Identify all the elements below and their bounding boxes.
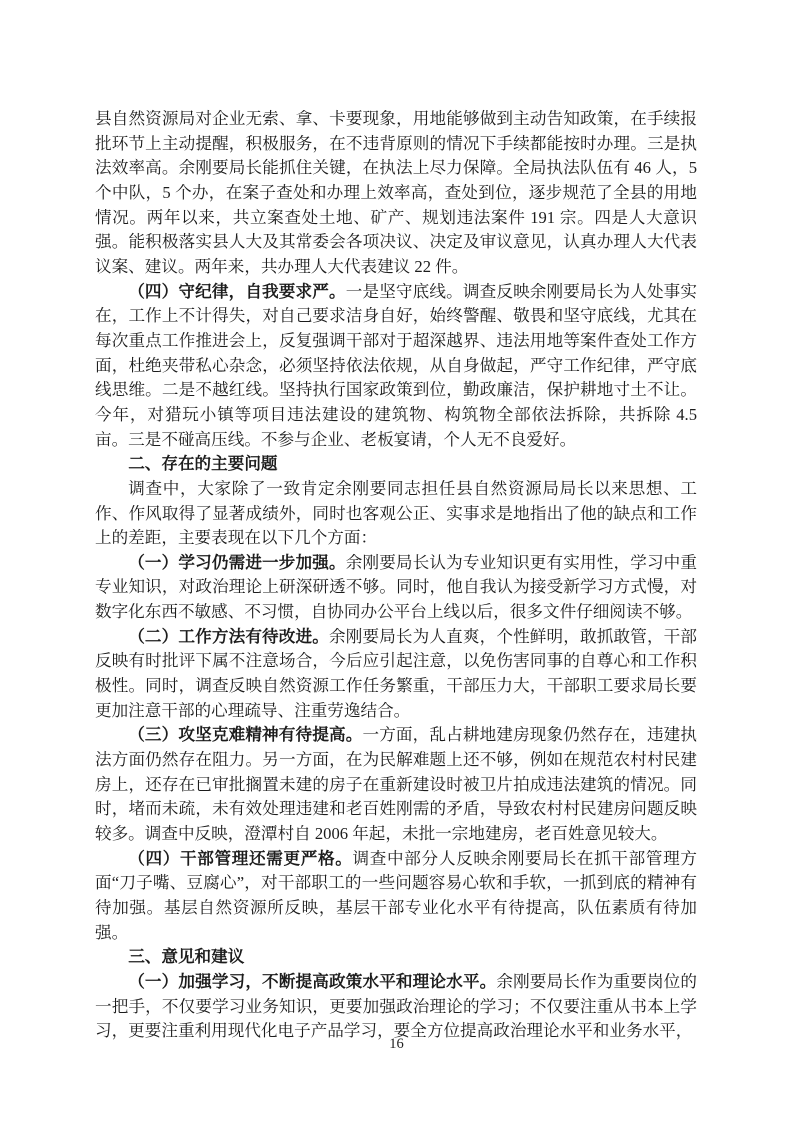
page-number: 16 bbox=[389, 1036, 404, 1052]
paragraph-text: 一方面，乱占耕地建房现象仍然存在，违建执法方面仍然存在阻力。另一方面，在为民解难题上还不够，例如在规范农村村民建房上，还存在已审批搁置未建的房子在重新建设时被卫片拍成违法建筑的情况。同时，堵而未疏，未有效处理违建和老百姓刚需的矛盾，导致农村村民建房问题反映较多。调查中反映，澄潭村自 2006 年起，未批一宗地建房，老百姓意见较大。 bbox=[95, 725, 698, 844]
section-heading bbox=[95, 945, 697, 970]
paragraph bbox=[95, 551, 697, 625]
paragraph bbox=[95, 723, 697, 846]
paragraph-text: 一是坚守底线。调查反映余刚要局长为人处事实在，工作上不计得失，对自己要求洁身自好，始终警醒、敬畏和坚守底线，尤其在每次重点工作推进会上，反复强调干部对于超深越界、违法用地等案件查处工作方面，杜绝夹带私心杂念，必须坚持依法依规，从自身做起，严守工作纪律，严守底线思维。二是不越红线。坚持执行国家政策到位，勤政廉洁，保护耕地寸土不让。今年，对猎玩小镇等项目违法建设的建筑物、构筑物全部依法拆除，共拆除 4.5 亩。三是不碰高压线。不参与企业、老板宴请，个人无不良爱好。 bbox=[95, 281, 698, 449]
paragraph bbox=[95, 107, 697, 280]
paragraph-lead: （四）干部管理还需更严格。 bbox=[128, 848, 353, 868]
document-body bbox=[95, 107, 697, 1044]
paragraph bbox=[95, 280, 697, 453]
section-heading-label: 三、意见和建议 bbox=[128, 947, 245, 967]
paragraph-lead: （三）攻坚克难精神有待提高。 bbox=[128, 725, 363, 745]
paragraph-lead: （一）加强学习，不断提高政策水平和理论水平。 bbox=[128, 971, 497, 991]
paragraph-text: 县自然资源局对企业无索、拿、卡要现象，用地能够做到主动告知政策，在手续报批环节上主动提醒，积极服务，在不违背原则的情况下手续都能按时办理。三是执法效率高。余刚要局长能抓住关键，在执法上尽力保障。全局执法队伍有 46 人，5 个中队，5 个办，在案子查处和办理上效率高，查处到位，逐步规范了全县的用地情况。两年以来，共立案查处土地、矿产、规划违法案件 191 宗。四是人大意识强。能积极落实县人大及其常委会各项决议、决定及审议意见，认真办理人大代表议案、建议。两年来，共办理人大代表建议 22 件。 bbox=[95, 109, 697, 276]
paragraph bbox=[95, 477, 697, 551]
page-footer bbox=[0, 1036, 793, 1053]
paragraph-lead: （四）守纪律，自我要求严。 bbox=[128, 281, 346, 301]
paragraph bbox=[95, 970, 697, 1044]
paragraph-text: 调查中部分人反映余刚要局长在抓干部管理方面“刀子嘴、豆腐心”，对干部职工的一些问题容易心软和手软，一抓到底的精神有待加强。基层自然资源所反映，基层干部专业化水平有待提高，队伍素质有待加强。 bbox=[95, 848, 698, 942]
paragraph-lead: （二）工作方法有待改进。 bbox=[128, 626, 329, 646]
paragraph-text: 余刚要局长为人直爽，个性鲜明，敢抓敢管，干部反映有时批评下属不注意场合，今后应引起注意，以免伤害同事的自尊心和工作积极性。同时，调查反映自然资源工作任务繁重，干部压力大，干部职工要求局长要更加注意干部的心理疏导、注重劳逸结合。 bbox=[95, 626, 698, 720]
paragraph-text: 余刚要局长作为重要岗位的一把手，不仅要学习业务知识，更要加强政治理论的学习；不仅要注重从书本上学习，更要注重利用现代化电子产品学习，要全方位提高政治理论水平和业务水平， bbox=[95, 971, 698, 1041]
paragraph bbox=[95, 847, 697, 946]
paragraph bbox=[95, 625, 697, 724]
paragraph-text: 调查中，大家除了一致肯定余刚要同志担任县自然资源局局长以来思想、工作、作风取得了显著成绩外，同时也客观公正、实事求是地指出了他的缺点和工作上的差距，主要表现在以下几个方面： bbox=[95, 478, 697, 548]
section-heading bbox=[95, 452, 697, 477]
paragraph-text: 余刚要局长认为专业知识更有实用性，学习中重专业知识，对政治理论上研深研透不够。同时，他自我认为接受新学习方式慢，对数字化东西不敏感、不习惯，自协同办公平台上线以后，很多文件仔细阅读不够。 bbox=[95, 552, 698, 622]
section-heading-label: 二、存在的主要问题 bbox=[128, 454, 278, 474]
paragraph-lead: （一）学习仍需进一步加强。 bbox=[128, 552, 346, 572]
